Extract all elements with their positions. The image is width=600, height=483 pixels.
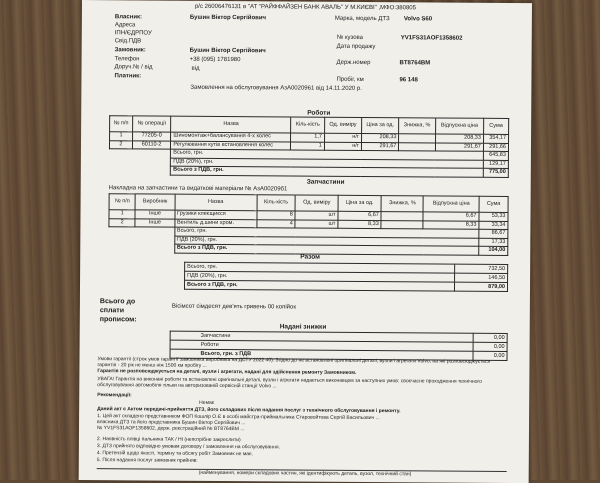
mileage-label: Пробіг, км: [336, 76, 364, 83]
cell: шт: [295, 219, 338, 228]
total-label: Всього з ПДВ, грн.: [174, 244, 479, 255]
warranty-note: Гарантія не розповсюджується на деталі, вузли і агрегати, надані для здійснення ремонту Замовником.: [97, 368, 357, 376]
total-label: ПДВ (20%), грн.: [174, 236, 479, 247]
cell: [399, 142, 435, 151]
works-section-title: Роботи: [307, 109, 331, 117]
cell: Регулювання кутів встановлення колес: [171, 141, 291, 150]
customer-label: Замовник:: [114, 47, 146, 54]
discount-value: 0,00: [473, 333, 507, 342]
total-value: 104,00: [479, 246, 508, 255]
total-value: 775,00: [483, 168, 508, 177]
cell: н/г: [324, 142, 361, 151]
summary-table: [184, 262, 508, 292]
act-statement: Даний акт є Актом передачі-прийняття ДТЗ, його складових після надання послуг з технічного обслуговування і ремонту.: [97, 406, 401, 415]
act-item-1c: № YV1FS31AOF1358602, держ. реєстраційний № BT8764BM ...: [96, 425, 245, 433]
col-qty: Кіль-кість: [257, 195, 296, 211]
order-title: Замовлення на обслуговування АзА0020961 від 14.11.2020 р.: [190, 84, 362, 92]
summary-label: Всього з ПДВ, грн.: [184, 280, 454, 291]
cell: Грузики клеєщиєся: [175, 210, 257, 219]
act-item-3: 3. ДТЗ прийнято відповідно умовам договору / замовлення на обслуговування.: [96, 443, 280, 451]
cell: [399, 134, 435, 143]
cell: 2: [109, 218, 135, 227]
act-item-2: 2. Наявність плівці пальника ТАК / НІ (непотрібне закреслити): [96, 436, 241, 444]
summary-value: 146,50: [455, 273, 508, 282]
cell: Вентиль д.шини хром.: [174, 219, 256, 228]
col-price: Ціна за од.: [361, 117, 399, 133]
cell: Інше: [135, 218, 174, 227]
cell: 291,67: [435, 142, 483, 151]
vin-value: YV1FS31AOF1358602: [400, 35, 463, 42]
cell: 354,17: [483, 134, 508, 143]
total-value: 17,33: [479, 238, 508, 247]
cell: 1: [291, 141, 324, 150]
col-qty: Кіль-кість: [291, 117, 325, 133]
cell: 6,67: [423, 212, 479, 221]
cell: 77205-0: [132, 132, 171, 141]
recommendations-value: Немає: [199, 399, 215, 406]
parts-invoice: Накладна на запчастини та видаткові матеріали № АзА00209б1: [108, 185, 288, 193]
cell: Шиномонтаж+балансування 4-х колес: [171, 132, 291, 141]
cell: Інше: [135, 210, 174, 219]
col-sum: Сума: [479, 196, 508, 212]
cell: 291,66: [483, 143, 508, 152]
total-label: Всього, грн.: [171, 149, 484, 160]
total-label: Всього з ПДВ, грн.: [171, 166, 484, 177]
col-price: Ціна за од.: [338, 195, 381, 211]
col-num: № п/п: [109, 194, 136, 210]
works-table: [109, 115, 509, 177]
discount-label: Запчастини: [170, 331, 473, 342]
col-name: Назва: [171, 116, 291, 133]
cell: н/г: [324, 133, 361, 142]
col-manufacturer: Виробник: [135, 194, 174, 210]
cell: 4: [257, 219, 296, 228]
cell: 2: [109, 140, 132, 149]
act-item-5: 5. Після надання послуг замовник прийняв:: [96, 457, 198, 464]
act-item-1: 1. Цей акт складено представником ФОП Кошлір О.Є в особі майстра-приймальника Старовойтова Сергій Васильович ...: [97, 413, 380, 422]
cell: 1: [110, 132, 133, 141]
col-unit: Од. виміру: [295, 195, 338, 211]
total-value: 129,17: [483, 160, 508, 169]
col-discount: Знижка, %: [381, 196, 423, 212]
owner-value: Бушин Віктор Сергійович: [189, 14, 267, 22]
mileage-value: 96 148: [399, 77, 418, 84]
recommendations-label: Рекомендації:: [97, 392, 132, 399]
payment-words-label: Всього до сплати прописом:: [99, 298, 137, 324]
cell: шт: [295, 211, 338, 220]
discount-value: 0,00: [473, 342, 507, 351]
col-unit: Од. виміру: [324, 117, 361, 133]
customer-value: Бушин Віктор Сергійович: [189, 47, 266, 55]
cell: 6,67: [338, 211, 381, 220]
summary-row: [184, 280, 507, 291]
cell: 291,67: [361, 142, 399, 151]
payer-label: Платник:: [114, 73, 142, 80]
cell: 208,33: [435, 134, 483, 143]
cell: 53,33: [479, 212, 508, 221]
cell: 208,33: [361, 133, 399, 142]
col-num: № п/п: [110, 116, 133, 132]
discount-value: 0,00: [473, 351, 507, 360]
vin-label: № кузова: [336, 34, 364, 41]
summary-value: 879,00: [454, 282, 507, 291]
cell: 8,33: [338, 220, 381, 229]
col-discount: Знижка, %: [399, 118, 435, 134]
col-net-price: Відпускна ціна: [435, 118, 483, 134]
act-item-1b: власника ДТЗ та його представника Бушин Віктор Сергійович ...: [97, 419, 246, 427]
summary-section-title: Разом: [300, 253, 320, 261]
bank-account-line: р/с 26006476131 в "АТ "РАЙФФАЙЗЕН БАНК АВАЛЬ" У М.КИЄВІ" ,МФО:380805: [194, 3, 417, 12]
owner-label: Власник:: [114, 14, 143, 21]
cell: 1,7: [291, 133, 324, 142]
vat-cert-label: Свід.ПДВ: [114, 38, 142, 45]
discount-label: Роботи: [170, 340, 473, 351]
total-value: 645,83: [483, 151, 508, 160]
total-value: 86,67: [479, 229, 508, 238]
col-operation: № операції: [132, 116, 171, 132]
proxy-label: Доруч.№ / від: [114, 64, 153, 71]
total-row: [109, 166, 508, 177]
warranty-conditions: УВАГА! Гарантія на виконані роботи та встановлені оригінальні деталі, вузли і агрегати надається виконавцем за наступних умов: своєчасне проходження технічного обслуговування автомобіля тільки на авторизованій сервісній станції Volvo ...: [97, 376, 482, 389]
proxy-value: від: [191, 65, 200, 72]
cell: 60110-2: [132, 140, 171, 149]
total-label: ПДВ (20%), грн.: [171, 158, 484, 169]
total-label: Всього, грн.: [174, 227, 479, 238]
phone-label: Телефон: [114, 56, 140, 63]
car-model-label: Марка, модель ДТЗ: [334, 15, 390, 23]
cell: 8,33: [423, 220, 479, 229]
cell: [381, 220, 423, 229]
col-net-price: Відпускна ціна: [423, 196, 479, 212]
cell: [381, 212, 423, 221]
plate-label: Держ.номер: [336, 59, 371, 67]
summary-label: Всього, грн.: [185, 262, 455, 273]
summary-value: 732,50: [455, 264, 508, 273]
cell: 1: [109, 210, 135, 219]
discount-label: Всього, грн. з ПДВ: [170, 349, 473, 360]
parts-table: [108, 193, 508, 255]
payment-words-value: Вісімсот сімдесят дев'ять гривень 00 копійок: [171, 303, 296, 311]
plate-value: BT8764BM: [399, 60, 431, 67]
cell: 33,34: [479, 221, 508, 230]
cell: 8: [257, 211, 296, 220]
address-label: Адреса: [114, 22, 136, 29]
parts-section-title: Запчастини: [306, 178, 345, 186]
discounts-title: Надані знижки: [279, 323, 327, 331]
work-order-document: [79, 0, 532, 483]
col-name: Назва: [175, 194, 257, 211]
sale-date-label: Дата продажу: [336, 43, 376, 51]
act-item-4: 4. Претензій щодо якості, терміну та обсягу робіт Замовник не має.: [96, 450, 254, 458]
car-model-value: Volvo S60: [403, 16, 433, 23]
footer-caption: (найменування, номери складових частин, які ідентифікують деталь, вузол, технічний стан): [198, 469, 412, 478]
inn-label: ІПН/ЄДРПОУ: [114, 30, 152, 37]
phone-value: +38 (095) 1781980: [189, 56, 241, 64]
col-sum: Сума: [483, 118, 508, 134]
summary-label: ПДВ (20%), грн.: [185, 271, 455, 282]
warranty-text: Умови гарантії (строк умов гарантії замовника виробника на ДСТУ 2022 40): Згідно до не встановлені оригінальні деталі, вузли і агрегати Volvo, на які розповсюджується гарантія - 20 рік не менш ніж 1500 км пробігу ...: [97, 356, 491, 369]
